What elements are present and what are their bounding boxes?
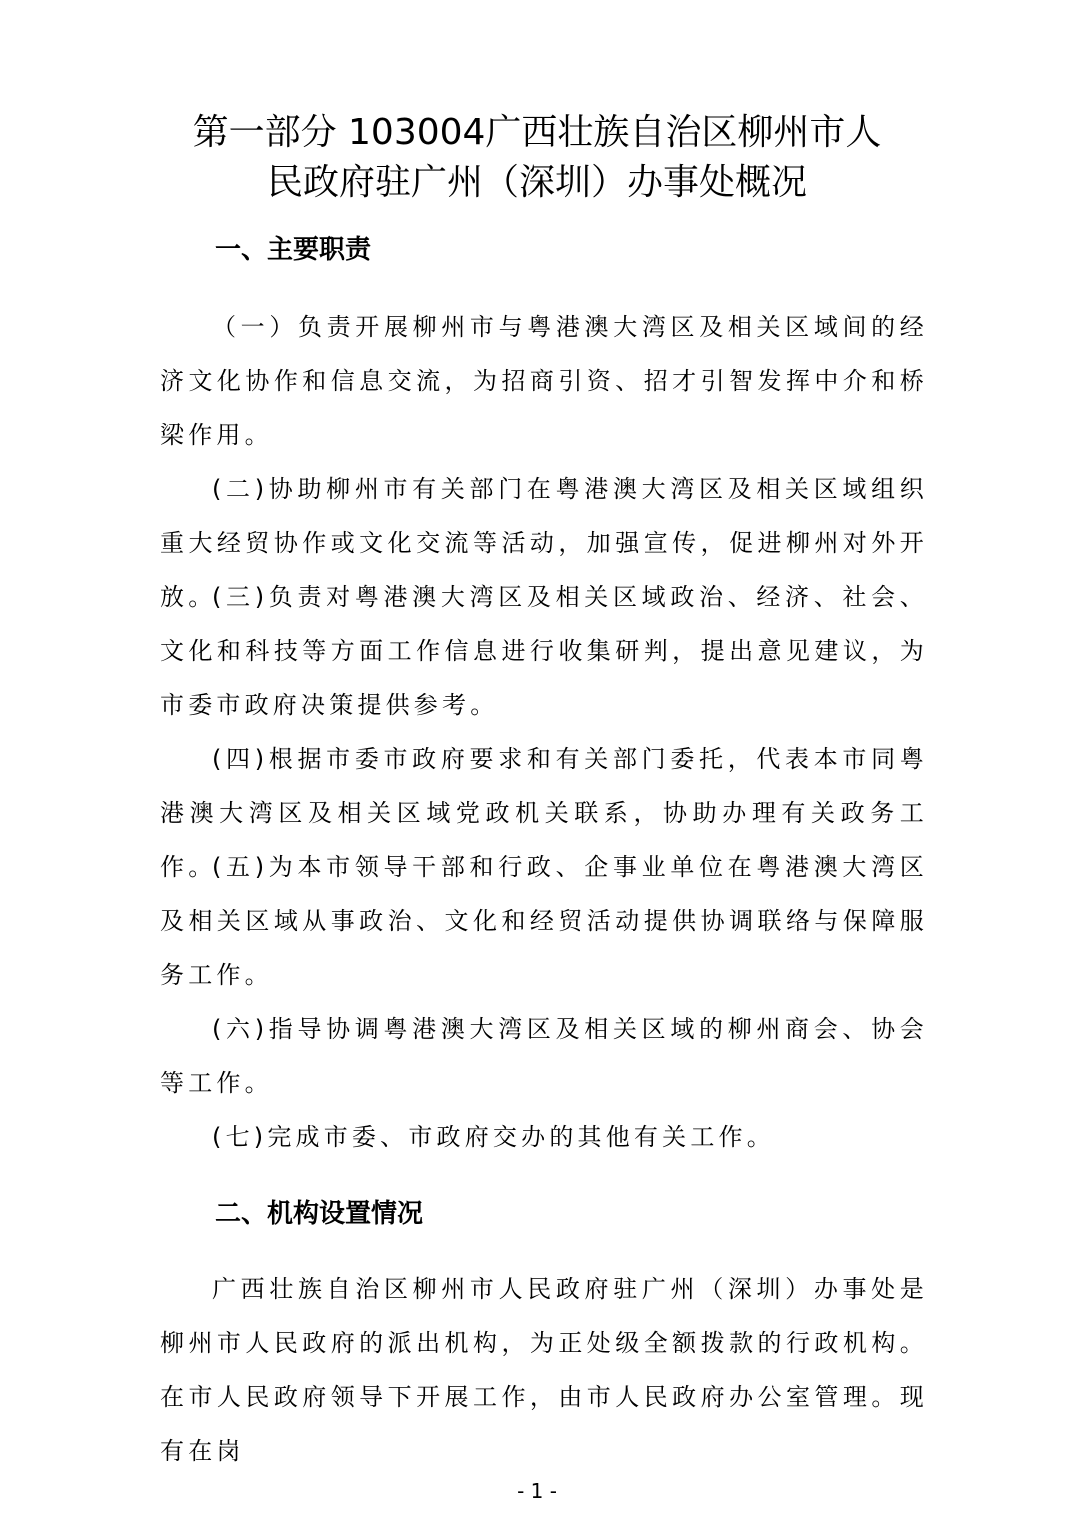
page-number: - 1 - — [517, 1479, 557, 1503]
duty-item-7: (七)完成市委、市政府交办的其他有关工作。 — [212, 1123, 775, 1151]
title-line-2: 民政府驻广州（深圳）办事处概况 — [266, 162, 807, 203]
title-line-1: 第一部分 103004广西壮族自治区柳州市人 — [192, 112, 882, 153]
section-heading-main-duties: 一、主要职责 — [215, 235, 372, 265]
document-title — [120, 108, 954, 208]
section-heading-organization: 二、机构设置情况 — [215, 1199, 424, 1229]
duty-item-2: (二)协助柳州市有关部门在粤港澳大湾区及相关区域组织重大经贸协作或文化交流等活动，加强宣传，促进柳州对外开放。 — [160, 475, 928, 611]
duty-item-1: （一）负责开展柳州市与粤港澳大湾区及相关区域间的经济文化协作和信息交流，为招商引资、招才引智发挥中介和桥梁作用。 — [160, 313, 928, 449]
duty-item-4: (四)根据市委市政府要求和有关部门委托，代表本市同粤港澳大湾区及相关区域党政机关联系，协助办理有关政务工作。 — [160, 745, 928, 881]
duty-item-3: (三)负责对粤港澳大湾区及相关区域政治、经济、社会、文化和科技等方面工作信息进行收集研判，提出意见建议，为市委市政府决策提供参考。 — [160, 583, 928, 719]
duty-item-5: (五)为本市领导干部和行政、企事业单位在粤港澳大湾区及相关区域从事政治、文化和经贸活动提供协调联络与保障服务工作。 — [160, 853, 928, 989]
organization-paragraph: 广西壮族自治区柳州市人民政府驻广州（深圳）办事处是柳州市人民政府的派出机构，为正处级全额拨款的行政机构。在市人民政府领导下开展工作，由市人民政府办公室管理。现有在岗 — [160, 1275, 928, 1465]
duty-item-6: (六)指导协调粤港澳大湾区及相关区域的柳州商会、协会等工作。 — [160, 1015, 928, 1097]
